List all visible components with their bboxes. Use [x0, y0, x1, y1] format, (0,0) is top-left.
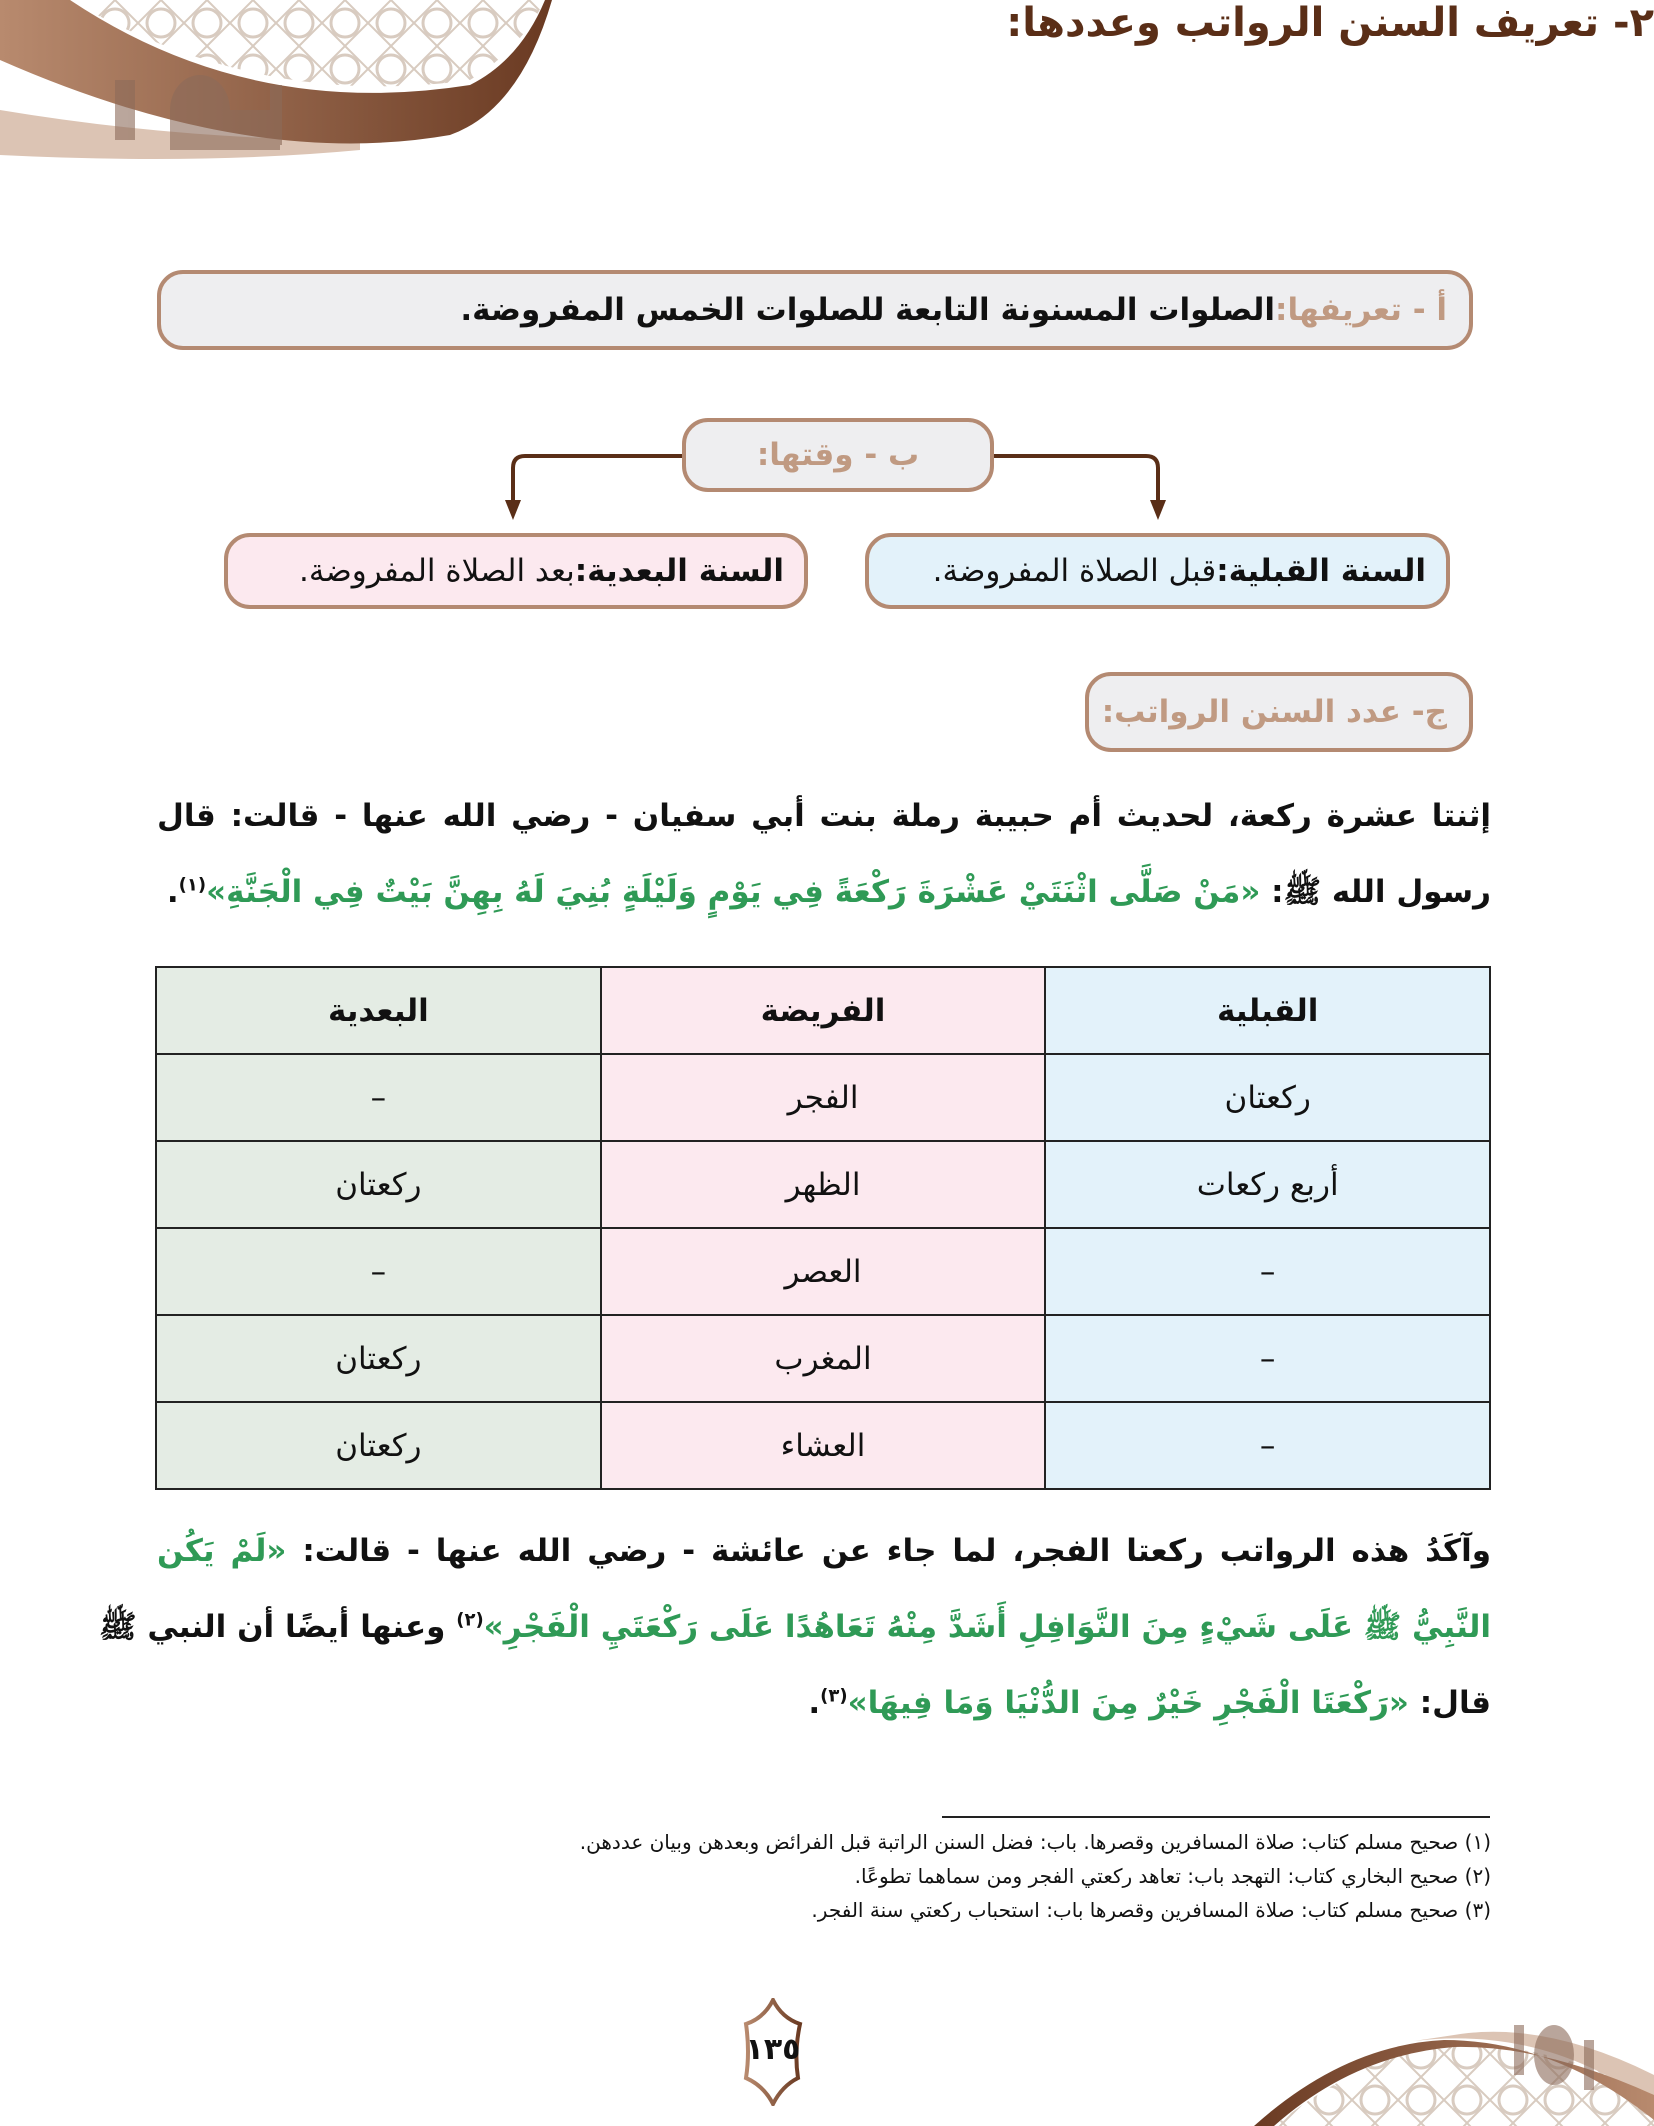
- cell-before: –: [1045, 1315, 1490, 1402]
- timing-label: ب - وقتها:: [756, 437, 920, 473]
- cell-fard: العشاء: [601, 1402, 1046, 1489]
- cell-before: –: [1045, 1402, 1490, 1489]
- paragraph-line: [99, 1589, 1491, 1665]
- page-number-badge: [742, 1998, 804, 2106]
- text-segment: رسول الله ﷺ:: [1260, 874, 1491, 910]
- cell-fard: الفجر: [601, 1054, 1046, 1141]
- hadith-quote: «لَمْ يَكُن: [157, 1533, 287, 1569]
- section-heading: ٢- تعريف السنن الرواتب وعددها:: [1006, 0, 1654, 46]
- cell-before: أربع ركعات: [1045, 1141, 1490, 1228]
- header-after: البعدية: [156, 967, 601, 1054]
- paragraph-line: إثنتا عشرة ركعة، لحديث أم حبيبة رملة بنت أبي سفيان - رضي الله عنها - قالت: قال: [157, 798, 1491, 834]
- table-row: [156, 1141, 1490, 1228]
- paragraph-line: [157, 1513, 1491, 1589]
- count-label: ج- عدد السنن الرواتب:: [1101, 694, 1447, 730]
- cell-after: –: [156, 1228, 601, 1315]
- paragraph-count: [157, 778, 1491, 930]
- text-segment: وآكَدُ هذه الرواتب ركعتا الفجر، لما جاء عن عائشة - رضي الله عنها - قالت:: [286, 1533, 1491, 1569]
- footnote: (٢) صحيح البخاري كتاب: التهجد باب: تعاهد ركعتي الفجر ومن سماهما تطوعًا.: [854, 1864, 1491, 1888]
- cell-after: ركعتان: [156, 1402, 601, 1489]
- before-prayer-box: [865, 533, 1450, 609]
- hadith-quote: النَّبِيُّ ﷺ عَلَى شَيْءٍ مِنَ النَّوَافِلِ أَشَدَّ مِنْهُ تَعَاهُدًا عَلَى رَكْعَتَيِ الْفَجْرِ»: [483, 1609, 1491, 1645]
- after-label: السنة البعدية:: [574, 553, 784, 589]
- timing-arrows: [0, 0, 1654, 540]
- table-row: [156, 1402, 1490, 1489]
- footnote: (٣) صحيح مسلم كتاب: صلاة المسافرين وقصرها باب: استحباب ركعتي سنة الفجر.: [811, 1898, 1491, 1922]
- before-text: قبل الصلاة المفروضة.: [932, 553, 1217, 589]
- paragraph-line: [157, 854, 1491, 930]
- cell-before: –: [1045, 1228, 1490, 1315]
- footnote-ref: (٢): [456, 1609, 484, 1631]
- definition-text: الصلوات المسنونة التابعة للصلوات الخمس المفروضة.: [460, 292, 1276, 328]
- after-text: بعد الصلاة المفروضة.: [298, 553, 575, 589]
- before-label: السنة القبلية:: [1216, 553, 1426, 589]
- text-segment: قال:: [1408, 1685, 1491, 1721]
- table-header-row: [156, 967, 1490, 1054]
- header-before: القبلية: [1045, 967, 1490, 1054]
- cell-fard: العصر: [601, 1228, 1046, 1315]
- arrow-right: [994, 456, 1158, 505]
- hadith-quote: «مَنْ صَلَّى اثْنَتَيْ عَشْرَةَ رَكْعَةً فِي يَوْمٍ وَلَيْلَةٍ بُنِيَ لَهُ بِهِنَّ بَيْتٌ فِي الْجَنَّةِ»: [206, 874, 1261, 910]
- paragraph-fajr: [99, 1513, 1491, 1741]
- footnote-divider: [942, 1816, 1490, 1818]
- footnote: (١) صحيح مسلم كتاب: صلاة المسافرين وقصرها. باب: فضل السنن الراتبة قبل الفرائض وبعدهن وبيان عددهن.: [579, 1830, 1491, 1854]
- table-row: [156, 1315, 1490, 1402]
- text-segment: .: [808, 1685, 821, 1721]
- rawatib-table: [155, 966, 1491, 1490]
- after-prayer-box: [224, 533, 808, 609]
- paragraph-line: [157, 1665, 1491, 1741]
- cell-before: ركعتان: [1045, 1054, 1490, 1141]
- table-row: [156, 1228, 1490, 1315]
- arrow-left: [513, 456, 682, 505]
- cell-fard: الظهر: [601, 1141, 1046, 1228]
- footnote-ref: (٣): [820, 1685, 848, 1707]
- table-row: [156, 1054, 1490, 1141]
- cell-fard: المغرب: [601, 1315, 1046, 1402]
- count-box: [1085, 672, 1473, 752]
- text-segment: وعنها أيضًا أن النبي ﷺ: [99, 1609, 457, 1645]
- cell-after: ركعتان: [156, 1141, 601, 1228]
- corner-decoration-bottom: [1214, 1985, 1654, 2126]
- cell-after: –: [156, 1054, 601, 1141]
- text-segment: .: [166, 874, 179, 910]
- cell-after: ركعتان: [156, 1315, 601, 1402]
- page-number: ١٣٥: [745, 2032, 801, 2067]
- footnote-ref: (١): [178, 874, 207, 896]
- definition-label: أ - تعريفها:: [1275, 292, 1447, 328]
- hadith-quote: «رَكْعَتَا الْفَجْرِ خَيْرٌ مِنَ الدُّنْيَا وَمَا فِيهَا»: [847, 1685, 1409, 1721]
- header-fard: الفريضة: [601, 967, 1046, 1054]
